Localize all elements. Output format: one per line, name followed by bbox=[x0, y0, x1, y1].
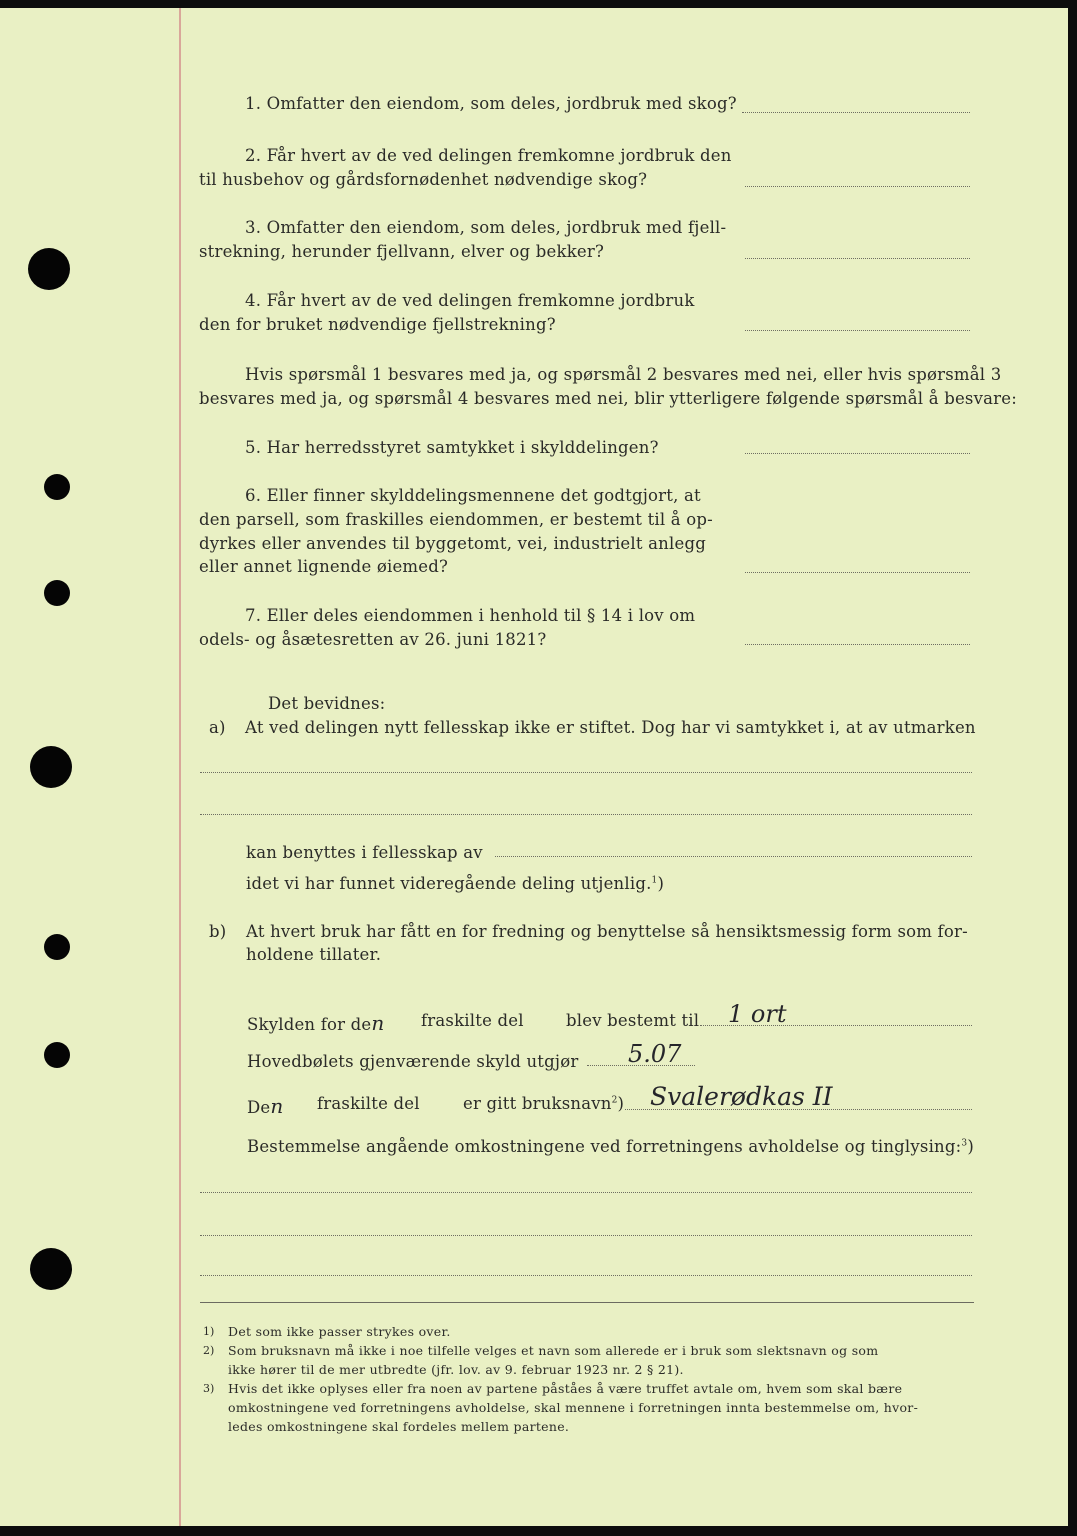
certify-b-line-2: holdene tillater. bbox=[246, 945, 382, 964]
footnote-ref-2: 2 bbox=[611, 1095, 618, 1106]
question-3-line-2: strekning, herunder fjellvann, elver og bekker? bbox=[199, 242, 604, 261]
question-2-line-1: 2. Får hvert av de ved delingen fremkomne jordbruk den bbox=[245, 146, 732, 165]
footnote-1-line-1: Det som ikke passer strykes over. bbox=[228, 1324, 451, 1339]
name-label-1 bbox=[247, 1094, 284, 1118]
footnote-2-mark: 2) bbox=[203, 1344, 215, 1357]
question-6-line-3: dyrkes eller anvendes til byggetomt, vei, industrielt anlegg bbox=[199, 534, 706, 553]
further-division-label: idet vi har funnet videregående deling utjenlig. bbox=[246, 874, 652, 893]
cost-label-text: Bestemmelse angående omkostningene ved forretningens avholdelse og tinglysing: bbox=[247, 1137, 962, 1156]
certify-a-label: a) bbox=[209, 718, 226, 737]
binder-hole bbox=[30, 1248, 72, 1290]
footnote-ref-3: 3 bbox=[961, 1138, 968, 1149]
shared-use-field[interactable] bbox=[495, 856, 972, 857]
answer-field-2[interactable] bbox=[745, 186, 970, 187]
binder-hole bbox=[44, 1042, 70, 1068]
footnote-3-line-1: Hvis det ikke oplyses eller fra noen av partene påståes å være truffet avtale om, hvem som skal bære bbox=[228, 1381, 903, 1396]
footnote-2-line-2: ikke hører til de mer utbredte (jfr. lov. av 9. februar 1923 nr. 2 § 21). bbox=[228, 1362, 684, 1377]
question-2-line-2: til husbehov og gårdsfornødenhet nødvendige skog? bbox=[199, 170, 648, 189]
outfield-line-1[interactable] bbox=[200, 772, 972, 773]
answer-field-1[interactable] bbox=[742, 112, 970, 113]
further-division-text: idet vi har funnet videregående deling utjenlig.$^1$) bbox=[246, 874, 665, 893]
document-page bbox=[0, 8, 1068, 1526]
answer-field-3[interactable] bbox=[745, 258, 970, 259]
question-6-line-1: 6. Eller finner skylddelingsmennene det godtgjort, at bbox=[245, 486, 701, 505]
cost-line-3[interactable] bbox=[200, 1275, 972, 1276]
cost-label: Bestemmelse angående omkostningene ved forretningens avholdelse og tinglysing:$^3$) bbox=[247, 1137, 974, 1156]
question-3-line-1: 3. Omfatter den eiendom, som deles, jordbruk med fjell- bbox=[245, 218, 727, 237]
footnote-3-line-3: ledes omkostningene skal fordeles mellem partene. bbox=[228, 1419, 570, 1434]
question-6-line-4: eller annet lignende øiemed? bbox=[199, 557, 449, 576]
footnote-2-line-1: Som bruksnavn må ikke i noe tilfelle velges et navn som allerede er i bruk som slektsnavn og som bbox=[228, 1343, 879, 1358]
name-label-2: fraskilte del bbox=[317, 1094, 420, 1113]
question-5-line-1: 5. Har herredsstyret samtykket i skylddelingen? bbox=[245, 438, 659, 457]
answer-field-7[interactable] bbox=[745, 644, 970, 645]
answer-field-6[interactable] bbox=[745, 572, 970, 573]
footnote-separator bbox=[200, 1302, 974, 1303]
certify-heading: Det bevidnes: bbox=[268, 694, 386, 713]
cost-line-1[interactable] bbox=[200, 1192, 972, 1193]
skyld-label-2: fraskilte del bbox=[421, 1011, 524, 1030]
footnote-3-line-2: omkostningene ved forretningens avholdelse, skal mennene i forretningen innta bestemmelse om, hvor- bbox=[228, 1400, 919, 1415]
answer-field-5[interactable] bbox=[745, 453, 970, 454]
certify-b-label: b) bbox=[209, 922, 227, 941]
shared-use-label: kan benyttes i fellesskap av bbox=[246, 843, 483, 862]
question-4-line-1: 4. Får hvert av de ved delingen fremkomne jordbruk bbox=[245, 291, 695, 310]
footnote-1-mark: 1) bbox=[203, 1325, 215, 1338]
skyld-label-text: Skylden for de bbox=[247, 1015, 372, 1034]
name-label-3-text: er gitt bruksnavn bbox=[463, 1094, 612, 1113]
skyld-label-3: blev bestemt til bbox=[566, 1011, 700, 1030]
binder-hole bbox=[30, 746, 72, 788]
conditional-line-2: besvares med ja, og spørsmål 4 besvares med nei, blir ytterligere følgende spørsmål å besvare: bbox=[199, 389, 1017, 408]
binder-hole bbox=[44, 934, 70, 960]
question-6-line-2: den parsell, som fraskilles eiendommen, er bestemt til å op- bbox=[199, 510, 713, 529]
question-1-line-1: 1. Omfatter den eiendom, som deles, jordbruk med skog? bbox=[245, 94, 737, 113]
margin-line bbox=[179, 8, 181, 1526]
binder-hole bbox=[44, 580, 70, 606]
name-handwritten-suffix: n bbox=[270, 1094, 284, 1118]
footnote-ref-1: 1 bbox=[651, 875, 658, 886]
conditional-line-1: Hvis spørsmål 1 besvares med ja, og spørsmål 2 besvares med nei, eller hvis spørsmål 3 bbox=[245, 365, 1002, 384]
certify-b-line-1: At hvert bruk har fått en for fredning og benyttelse så hensiktsmessig form som for- bbox=[246, 922, 968, 941]
name-handwritten-value: Svalerødkas II bbox=[650, 1082, 833, 1111]
binder-hole bbox=[44, 474, 70, 500]
cost-line-2[interactable] bbox=[200, 1235, 972, 1236]
binder-hole bbox=[28, 248, 70, 290]
skyld-handwritten-suffix: n bbox=[371, 1011, 385, 1035]
question-7-line-2: odels- og åsætesretten av 26. juni 1821? bbox=[199, 630, 547, 649]
hoved-handwritten-value: 5.07 bbox=[628, 1040, 682, 1068]
hoved-label: Hovedbølets gjenværende skyld utgjør bbox=[247, 1052, 579, 1071]
question-4-line-2: den for bruket nødvendige fjellstrekning? bbox=[199, 315, 556, 334]
skyld-handwritten-value: 1 ort bbox=[728, 1000, 787, 1028]
outfield-line-2[interactable] bbox=[200, 814, 972, 815]
certify-a-text: At ved delingen nytt fellesskap ikke er stiftet. Dog har vi samtykket i, at av utmarken bbox=[245, 718, 976, 737]
skyld-label-1 bbox=[247, 1011, 385, 1035]
name-label-text: De bbox=[247, 1098, 271, 1117]
footnote-3-mark: 3) bbox=[203, 1382, 215, 1395]
name-label-3: er gitt bruksnavn$^2$) bbox=[463, 1094, 625, 1113]
answer-field-4[interactable] bbox=[745, 330, 970, 331]
question-7-line-1: 7. Eller deles eiendommen i henhold til § 14 i lov om bbox=[245, 606, 696, 625]
